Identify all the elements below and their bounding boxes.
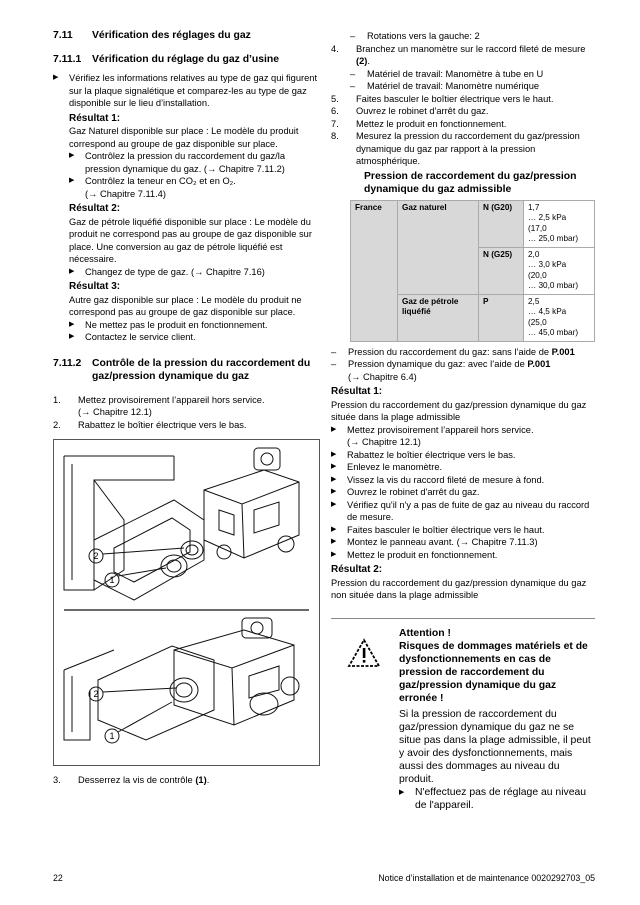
step-number: 2.	[53, 419, 61, 430]
callout-label: 2	[93, 551, 99, 561]
triangle-bullet-icon: ▶	[331, 550, 337, 558]
action-text: Montez le panneau avant.	[347, 537, 454, 547]
triangle-bullet-icon: ▶	[331, 500, 337, 508]
warning-box	[331, 618, 595, 812]
note-text: Pression du raccordement du gaz: sans l’aide de	[348, 346, 550, 357]
action-text: Enlevez le manomètre.	[347, 462, 443, 472]
right-result-2-title: Résultat 2:	[331, 564, 383, 575]
step-3	[53, 774, 319, 787]
action-text: Contrôlez la teneur en CO₂ et en O₂.	[85, 176, 236, 186]
action-text: Changez de type de gaz.	[85, 266, 189, 277]
step-5	[331, 93, 595, 106]
mano-note-2	[331, 358, 595, 383]
subsection-title: Contrôle de la pression du raccordement du gaz/pression dynamique du gaz	[92, 357, 311, 382]
rotations-text: Rotations vers la gauche: 2	[367, 31, 480, 41]
result-1-action-1	[69, 150, 319, 175]
step-text: Rabattez le boîtier électrique vers le bas.	[78, 419, 247, 430]
page-number: 22	[53, 873, 63, 883]
right-result-2-text: Pression du raccordement du gaz/pression dynamique du gaz non située dans la plage admissible	[331, 577, 587, 600]
warning-action	[399, 786, 595, 812]
gas-type-cell: Gaz de pétrole liquéfié	[398, 294, 479, 341]
step-number: 6.	[331, 106, 339, 116]
callout-label: 1	[109, 575, 115, 585]
step-7	[331, 118, 595, 131]
step-4	[331, 43, 595, 68]
section-number: 7.11	[53, 30, 73, 41]
pressure-cell: 2,5 … 4,5 kPa (25,0 … 45,0 mbar)	[524, 294, 595, 341]
chapter-ref[interactable]: (→ Chapitre 12.1)	[347, 437, 421, 447]
triangle-bullet-icon: ▶	[331, 488, 337, 495]
result-3-action-2	[69, 331, 319, 344]
gas-code-cell: P	[479, 294, 524, 341]
right-result-1-text: Pression du raccordement du gaz/pression dynamique du gaz située dans la plage admissible	[331, 399, 587, 422]
action-text: Vissez la vis du raccord fileté de mesure à fond.	[347, 474, 545, 485]
warning-title: Attention !	[399, 627, 451, 639]
intro-text: Vérifiez les informations relatives au type de gaz qui figurent sur la plaque signalétique et comparez-les au type de gaz disponible sur le lieu d’installation.	[69, 73, 318, 108]
subsection-heading-1	[53, 54, 319, 67]
action-text: Ne mettez pas le produit en fonctionnement.	[85, 319, 268, 330]
tool-text: Matériel de travail: Manomètre numérique	[367, 81, 540, 91]
dash-bullet: –	[331, 346, 337, 357]
tool-text: Matériel de travail: Manomètre à tube en U	[367, 68, 544, 79]
action-item	[331, 449, 595, 462]
callout-label: 1	[109, 731, 115, 741]
step-1	[53, 394, 319, 419]
country-cell: France	[351, 200, 398, 341]
action-text: Contrôlez la pression du raccordement du gaz/la pression dynamique du gaz.	[85, 151, 285, 174]
triangle-bullet-icon: ▶	[69, 152, 75, 159]
triangle-bullet-icon: ▶	[53, 74, 59, 81]
tool-1	[350, 68, 595, 81]
triangle-bullet-icon: ▶	[69, 333, 75, 340]
right-result-1-title: Résultat 1:	[331, 386, 383, 397]
action-text: Faites basculer le boîtier électrique vers le haut.	[347, 524, 545, 535]
param-code: P.001	[527, 359, 551, 369]
step-number: 8.	[331, 131, 339, 141]
triangle-bullet-icon: ▶	[331, 463, 337, 470]
result-2-action-1	[69, 266, 319, 279]
triangle-bullet-icon: ▶	[331, 450, 337, 458]
gas-code-cell: N (G20)	[479, 200, 524, 247]
step-8	[331, 130, 595, 168]
dash-bullet: –	[350, 31, 356, 41]
action-item	[331, 424, 595, 449]
callout-label: 2	[93, 689, 99, 699]
result-1-text: Gaz Naturel disponible sur place : Le modèle du produit correspond au groupe de gaz disponible sur place.	[69, 126, 299, 149]
subsection-title: Vérification du réglage du gaz d’usine	[92, 53, 280, 65]
callout-ref: (2)	[356, 56, 368, 66]
callout-ref: (1)	[195, 775, 207, 785]
triangle-bullet-icon: ▶	[331, 475, 337, 483]
step-6	[331, 105, 595, 118]
right-column	[331, 30, 595, 812]
warning-triangle-icon	[347, 638, 381, 668]
triangle-bullet-icon: ▶	[399, 788, 405, 796]
step-text: Ouvrez le robinet d'arrêt du gaz.	[356, 106, 489, 116]
gas-valve-drawing	[54, 440, 319, 765]
left-column	[53, 30, 319, 787]
dash-bullet: –	[331, 359, 337, 369]
gas-type-cell: Gaz naturel	[398, 200, 479, 294]
action-item	[331, 486, 595, 499]
step-text: Mettez provisoirement l’appareil hors service.	[78, 394, 265, 405]
action-text: Mettez provisoirement l’appareil hors service.	[347, 424, 534, 435]
triangle-bullet-icon: ▶	[69, 320, 75, 328]
action-item	[331, 461, 595, 474]
step-text: Mettez le produit en fonctionnement.	[356, 118, 507, 129]
pressure-table	[350, 200, 595, 342]
action-item	[331, 474, 595, 487]
step-number: 3.	[53, 775, 61, 785]
action-item	[331, 499, 595, 524]
dash-bullet: –	[350, 68, 356, 79]
triangle-bullet-icon: ▶	[69, 267, 75, 275]
step-number: 5.	[331, 93, 339, 104]
gas-valve-illustration	[53, 439, 320, 766]
tool-2	[350, 80, 595, 93]
action-text: Mettez le produit en fonctionnement.	[347, 549, 498, 560]
rotations-note	[350, 30, 595, 43]
pressure-cell: 2,0 … 3,0 kPa (20,0 … 30,0 mbar)	[524, 247, 595, 294]
result-2-text: Gaz de pétrole liquéfié disponible sur place : Le modèle du produit ne correspond pas au groupe de gaz disponible sur place. Une conversion au gaz de pétrole liquéfié est nécessaire.	[69, 216, 312, 264]
action-text: Vérifiez qu'il n'y a pas de fuite de gaz au niveau du raccord de mesure.	[347, 499, 590, 522]
action-text: N'effectuez pas de réglage au niveau de l'appareil.	[415, 786, 587, 811]
chapter-ref[interactable]: (→ Chapitre 6.4)	[348, 371, 417, 382]
note-text: Pression dynamique du gaz: avec l’aide de	[348, 359, 525, 369]
chapter-ref[interactable]: (→ Chapitre 7.11.3)	[456, 537, 538, 547]
step-number: 7.	[331, 118, 339, 129]
step-text: Branchez un manomètre sur le raccord fileté de mesure	[356, 43, 586, 54]
section-title: Vérification des réglages du gaz	[92, 30, 251, 41]
dash-bullet: –	[350, 81, 356, 91]
step-number: 1.	[53, 394, 61, 405]
step-tail: .	[367, 56, 370, 66]
chapter-ref[interactable]: (→ Chapitre 7.16)	[190, 266, 265, 277]
result-1-title: Résultat 1:	[69, 112, 121, 124]
subsection-number: 7.11.1	[53, 53, 82, 65]
triangle-bullet-icon: ▶	[331, 525, 337, 533]
triangle-bullet-icon: ▶	[69, 177, 75, 184]
intro-action	[53, 72, 319, 110]
action-item	[331, 524, 595, 537]
step-text: Desserrez la vis de contrôle	[78, 775, 193, 785]
table-row	[351, 200, 595, 247]
param-code: P.001	[551, 346, 575, 357]
result-3-text: Autre gaz disponible sur place : Le modèle du produit ne correspond pas au groupe de gaz disponible sur place.	[69, 294, 302, 317]
result-1-action-2	[69, 175, 319, 200]
triangle-bullet-icon: ▶	[331, 538, 337, 545]
footer-doc-title: Notice d’installation et de maintenance 0020292703_05	[378, 873, 595, 883]
subsection-number: 7.11.2	[53, 357, 82, 369]
triangle-bullet-icon: ▶	[331, 425, 337, 433]
warning-heading: Risques de dommages matériels et de dysfonctionnements en cas de pression de raccordement du gaz/pression dynamique du gaz erronée !	[399, 640, 588, 704]
step-number: 4.	[331, 43, 339, 54]
pressure-cell: 1,7 … 2,5 kPa (17,0 … 25,0 mbar)	[524, 200, 595, 247]
action-text: Ouvrez le robinet d'arrêt du gaz.	[347, 487, 480, 497]
mano-note-1	[331, 346, 595, 359]
section-heading	[53, 30, 319, 43]
action-item	[331, 536, 595, 549]
action-text: Rabattez le boîtier électrique vers le bas.	[347, 449, 516, 460]
action-item	[331, 549, 595, 562]
step-text: Mesurez la pression du raccordement du gaz/pression dynamique du gaz par rapport à la pression atmosphérique.	[356, 131, 580, 166]
chapter-ref[interactable]: (→ Chapitre 12.1)	[78, 407, 152, 417]
step-2	[53, 419, 319, 432]
result-3-action-1	[69, 319, 319, 332]
warning-body: Si la pression de raccordement du gaz/pression dynamique du gaz ne se situe pas dans la plage admissible, il peut y avoir des dysfonctionnements, mais aussi des dommages au niveau du produit.	[399, 708, 591, 785]
step-text: Faites basculer le boîtier électrique vers le haut.	[356, 93, 554, 104]
chapter-ref[interactable]: (→ Chapitre 7.11.2)	[203, 163, 285, 174]
table-title: Pression de raccordement du gaz/pression dynamique du gaz admissible	[364, 170, 577, 195]
subsection-heading-2	[53, 357, 319, 383]
result-3-title: Résultat 3:	[69, 281, 121, 292]
chapter-ref[interactable]: (→ Chapitre 7.11.4)	[85, 188, 166, 199]
result-2-title: Résultat 2:	[69, 203, 121, 214]
step-tail: .	[206, 775, 210, 785]
gas-code-cell: N (G25)	[479, 247, 524, 294]
action-text: Contactez le service client.	[85, 332, 196, 342]
